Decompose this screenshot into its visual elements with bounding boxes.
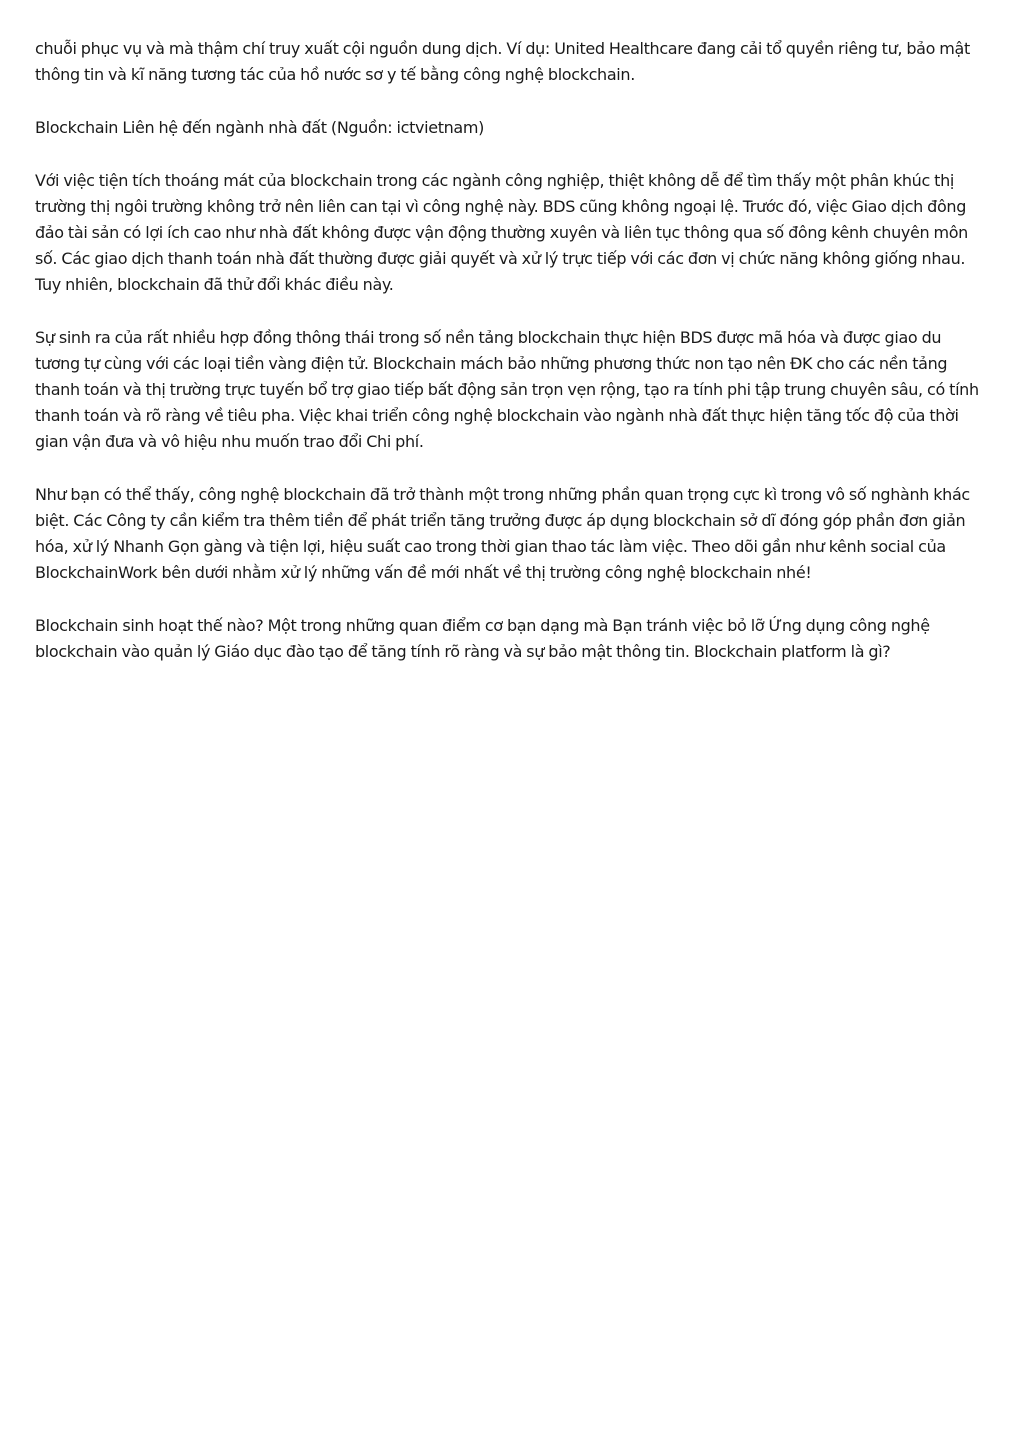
document-page [35, 36, 990, 692]
paragraph-education: Blockchain sinh hoạt thế nào? Một trong những quan điểm cơ bạn dạng mà Bạn tránh việc bỏ lỡ Ứng dụng công nghệ blockchain vào quản lý Giáo dục đào tạo để tăng tính rõ ràng và sự bảo mật thông tin. Blockchain platform là gì? [35, 616, 930, 661]
paragraph-healthcare: chuỗi phục vụ và mà thậm chí truy xuất cội nguồn dung dịch. Ví dụ: United Healthcare đang cải tổ quyền riêng tư, bảo mật thông tin và kĩ năng tương tác của hồ nước sơ y tế bằng công nghệ blockchain. [35, 39, 970, 84]
paragraph-real-estate-intro: Với việc tiện tích thoáng mát của blockchain trong các ngành công nghiệp, thiệt không dễ để tìm thấy một phân khúc thị trường thị ngôi trường không trở nên liên can tại vì công nghệ này. BDS cũng không ngoại lệ. Trước đó, việc Giao dịch đông đảo tài sản có lợi ích cao như nhà đất không được vận động thường xuyên và liên tục thông qua số đông kênh chuyên môn số. Các giao dịch thanh toán nhà đất thường được giải quyết và xử lý trực tiếp với các đơn vị chức năng không giống nhau. Tuy nhiên, blockchain đã thử đổi khác điều này. [35, 171, 968, 294]
paragraph-conclusion: Như bạn có thể thấy, công nghệ blockchain đã trở thành một trong những phần quan trọng cực kì trong vô số nghành khác biệt. Các Công ty cần kiểm tra thêm tiền để phát triển tăng trưởng được áp dụng blockchain sở dĩ đóng góp phần đơn giản hóa, xử lý Nhanh Gọn gàng và tiện lợi, hiệu suất cao trong thời gian thao tác làm việc. Theo dõi gần như kênh social của BlockchainWork bên dưới nhằm xử lý những vấn đề mới nhất về thị trường công nghệ blockchain nhé! [35, 485, 970, 582]
paragraph-caption-real-estate: Blockchain Liên hệ đến ngành nhà đất (Nguồn: ictvietnam) [35, 118, 485, 137]
paragraph-smart-contracts: Sự sinh ra của rất nhiều hợp đồng thông thái trong số nền tảng blockchain thực hiện BDS được mã hóa và được giao du tương tự cùng với các loại tiền vàng điện tử. Blockchain mách bảo những phương thức non tạo nên ĐK cho các nền tảng thanh toán và thị trường trực tuyến bổ trợ giao tiếp bất động sản trọn vẹn rộng, tạo ra tính phi tập trung chuyên sâu, có tính thanh toán và rõ ràng về tiêu pha. Việc khai triển công nghệ blockchain vào ngành nhà đất thực hiện tăng tốc độ của thời gian vận đưa và vô hiệu nhu muốn trao đổi Chi phí. [35, 328, 979, 451]
